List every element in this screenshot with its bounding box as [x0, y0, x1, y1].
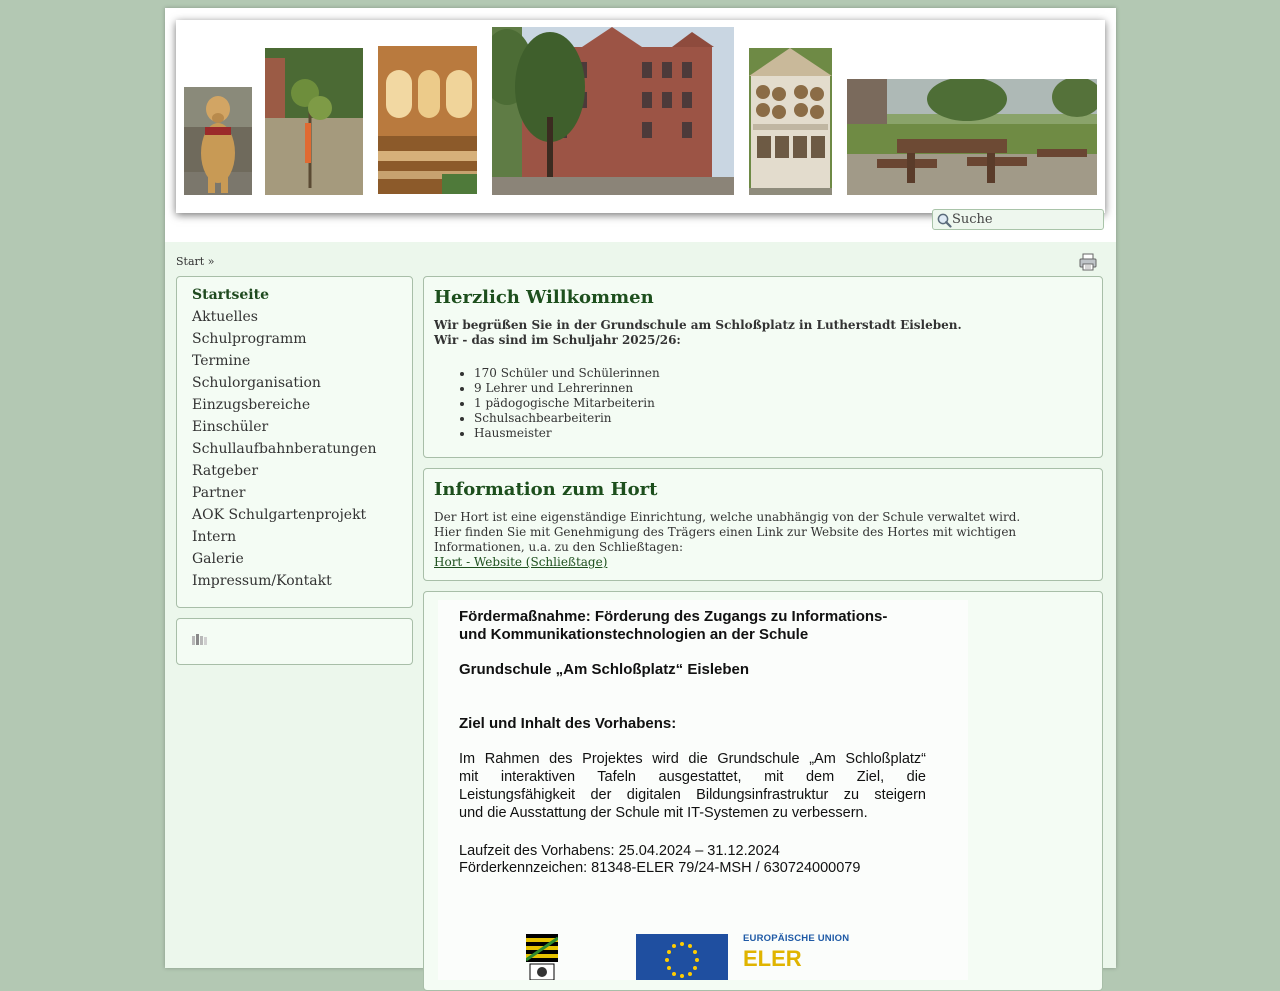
hort-title: Information zum Hort	[434, 479, 658, 500]
poster-runtime: Laufzeit des Vorhabens: 25.04.2024 – 31.12.2024	[459, 843, 780, 859]
welcome-title: Herzlich Willkommen	[434, 287, 654, 308]
nav-item-schulprogramm[interactable]: Schulprogramm	[192, 331, 307, 347]
eler-label: ELER	[743, 946, 802, 971]
funding-panel	[423, 591, 1103, 991]
nav-item-schulorganisation[interactable]: Schulorganisation	[192, 375, 321, 391]
welcome-lead	[434, 318, 962, 348]
insect-hotel-photo	[749, 48, 832, 195]
nav-item-intern[interactable]: Intern	[192, 529, 237, 545]
school-garden-photo	[847, 79, 1097, 195]
nav-item-impressum-kontakt[interactable]: Impressum/Kontakt	[192, 573, 332, 589]
hort-website-link[interactable]: Hort - Website (Schließtage)	[434, 555, 608, 569]
breadcrumb-separator: »	[207, 255, 215, 268]
poster-body-line: Leistungsfähigkeit der digitalen Bildungsinfrastruktur zu steigern	[459, 787, 926, 803]
hort-text-line: Der Hort ist eine eigenständige Einrichtung, welche unabhängig von der Schule verwaltet wird.	[434, 510, 1021, 524]
hort-text	[434, 510, 1102, 555]
welcome-lead-line: Wir begrüßen Sie in der Grundschule am Schloßplatz in Lutherstadt Eisleben.	[434, 318, 962, 332]
nav-item-termine[interactable]: Termine	[192, 353, 251, 369]
poster-heading: Fördermaßnahme: Förderung des Zugangs zu Informations-	[459, 608, 888, 625]
list-item: • Hausmeister	[474, 426, 660, 441]
search-icon[interactable]	[936, 212, 952, 228]
eu-label: EUROPÄISCHE UNION	[743, 933, 850, 944]
poster-body-line: Im Rahmen des Projektes wird die Grundschule „Am Schloßplatz“	[459, 751, 926, 767]
welcome-lead-line: Wir - das sind im Schuljahr 2025/26:	[434, 333, 681, 347]
saxony-anhalt-coat-of-arms-icon	[526, 934, 558, 980]
school-building-photo	[492, 27, 734, 195]
nav-item-einzugsbereiche[interactable]: Einzugsbereiche	[192, 397, 311, 413]
search-box[interactable]	[932, 209, 1104, 230]
eu-flag-icon	[636, 934, 728, 980]
nav-item-aok-schulgartenprojekt[interactable]: AOK Schulgartenprojekt	[192, 507, 367, 523]
search-input[interactable]	[952, 211, 1100, 228]
header-banner	[176, 20, 1105, 213]
school-facts-list	[434, 366, 660, 441]
funding-poster	[438, 600, 968, 980]
list-item: • 170 Schüler und Schülerinnen	[474, 366, 660, 381]
poster-reference-number: Förderkennzeichen: 81348-ELER 79/24-MSH / 630724000079	[459, 860, 861, 876]
list-item: • 9 Lehrer und Lehrerinnen	[474, 381, 660, 396]
loading-icon	[192, 634, 210, 646]
dog-photo	[184, 87, 252, 195]
poster-school-name: Grundschule „Am Schloßplatz“ Eisleben	[459, 661, 750, 678]
page	[165, 8, 1116, 971]
poster-goal-heading: Ziel und Inhalt des Vorhabens:	[459, 715, 677, 732]
list-item: • 1 pädogogische Mitarbeiterin	[474, 396, 660, 411]
nav-item-schullaufbahnberatungen[interactable]: Schullaufbahnberatungen	[192, 441, 377, 457]
breadcrumb	[176, 255, 214, 268]
nav-item-ratgeber[interactable]: Ratgeber	[192, 463, 259, 479]
main-navigation	[176, 276, 413, 608]
nav-item-galerie[interactable]: Galerie	[192, 551, 244, 567]
poster-body-line: mit interaktiven Tafeln ausgestattet, mit dem Ziel, die	[459, 769, 926, 785]
tree-planting-photo	[265, 48, 363, 195]
poster-heading: und Kommunikationstechnologien an der Schule	[459, 626, 809, 643]
hort-panel	[423, 468, 1103, 581]
hall-interior-photo	[378, 46, 477, 194]
nav-item-partner[interactable]: Partner	[192, 485, 246, 501]
breadcrumb-start-link[interactable]: Start	[176, 255, 205, 268]
list-item: • Schulsachbearbeiterin	[474, 411, 660, 426]
poster-body-line: und die Ausstattung der Schule mit IT-Systemen zu verbessern.	[459, 805, 868, 821]
nav-item-startseite[interactable]: Startseite	[192, 287, 269, 303]
sidebar-widget	[176, 618, 413, 665]
hort-text-line: Hier finden Sie mit Genehmigung des Trägers einen Link zur Website des Hortes mit wichtigen Informationen, u.a. zu den Schließtagen:	[434, 525, 1017, 554]
print-icon[interactable]	[1078, 252, 1098, 272]
nav-item-aktuelles[interactable]: Aktuelles	[192, 309, 258, 325]
header	[165, 8, 1116, 242]
nav-item-einschueler[interactable]: Einschüler	[192, 419, 269, 435]
welcome-panel	[423, 276, 1103, 458]
